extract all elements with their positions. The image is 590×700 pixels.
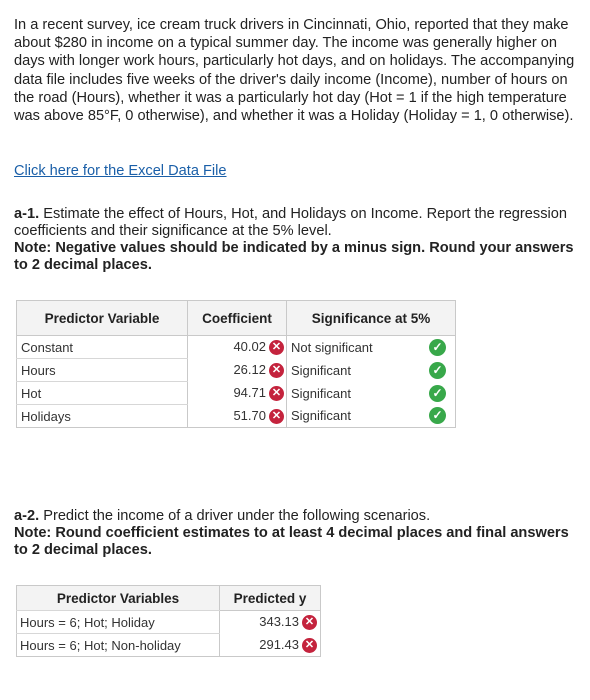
question-a2-note: Note: Round coefficient estimates to at least 4 decimal places and final answers to 2 decimal places. bbox=[14, 525, 569, 558]
check-cell bbox=[425, 359, 456, 382]
check-cell bbox=[425, 336, 456, 359]
x-circle-icon: ✕ bbox=[269, 386, 284, 401]
table-row bbox=[17, 359, 456, 382]
coefficient-value[interactable]: 40.02 bbox=[233, 339, 266, 355]
x-circle-icon: ✕ bbox=[269, 409, 284, 424]
x-circle-icon: ✕ bbox=[269, 363, 284, 378]
coefficient-cell[interactable] bbox=[188, 359, 287, 382]
significance-cell[interactable]: Significant bbox=[287, 405, 426, 428]
problem-intro: In a recent survey, ice cream truck drivers in Cincinnati, Ohio, reported that they make about $280 in income on a typical summer day. The income was generally higher on days with longer work hours, particularly hot days, and on holidays. The accompanying data file includes five weeks of the driver's daily income (Income), number of hours on the road (Hours), whether it was a particularly hot day (Hot = 1 if the high temperature was above 85°F, 0 otherwise), and whether it was a Holiday (Holiday = 1, 0 otherwise). bbox=[14, 17, 575, 125]
header-predictor-variables: Predictor Variables bbox=[17, 586, 220, 611]
predicted-value[interactable]: 343.13 bbox=[259, 614, 299, 630]
check-circle-icon: ✓ bbox=[429, 339, 446, 356]
significance-cell[interactable]: Not significant bbox=[287, 336, 426, 359]
question-a2 bbox=[14, 508, 574, 559]
question-a1 bbox=[14, 206, 574, 274]
question-a2-text: Predict the income of a driver under the following scenarios. bbox=[43, 508, 431, 524]
header-significance: Significance at 5% bbox=[287, 301, 456, 336]
question-a1-label: a-1. bbox=[14, 206, 40, 222]
check-cell bbox=[425, 405, 456, 428]
coefficient-value[interactable]: 26.12 bbox=[233, 361, 266, 377]
question-a2-label: a-2. bbox=[14, 508, 40, 524]
check-circle-icon: ✓ bbox=[429, 362, 446, 379]
header-predictor-variable: Predictor Variable bbox=[17, 301, 188, 336]
row-variable: Hot bbox=[17, 382, 188, 405]
x-circle-icon: ✕ bbox=[269, 340, 284, 355]
coefficient-value[interactable]: 94.71 bbox=[233, 384, 266, 400]
table-row bbox=[17, 634, 321, 657]
predicted-cell[interactable] bbox=[220, 634, 321, 657]
check-circle-icon: ✓ bbox=[429, 385, 446, 402]
x-circle-icon: ✕ bbox=[302, 615, 317, 630]
header-predicted-y: Predicted y bbox=[220, 586, 321, 611]
prediction-table bbox=[16, 585, 321, 657]
coefficient-cell[interactable] bbox=[188, 382, 287, 405]
significance-cell[interactable]: Significant bbox=[287, 359, 426, 382]
predicted-value[interactable]: 291.43 bbox=[259, 636, 299, 652]
header-coefficient: Coefficient bbox=[188, 301, 287, 336]
check-circle-icon: ✓ bbox=[429, 407, 446, 424]
check-cell bbox=[425, 382, 456, 405]
table-row bbox=[17, 336, 456, 359]
coefficient-cell[interactable] bbox=[188, 336, 287, 359]
question-a1-note: Note: Negative values should be indicated by a minus sign. Round your answers to 2 decimal places. bbox=[14, 240, 574, 273]
row-variable: Hours bbox=[17, 359, 188, 382]
scenario-cell: Hours = 6; Hot; Holiday bbox=[17, 611, 220, 634]
excel-data-link[interactable]: Click here for the Excel Data File bbox=[14, 163, 227, 179]
row-variable: Holidays bbox=[17, 405, 188, 428]
table-row bbox=[17, 405, 456, 428]
question-a1-text: Estimate the effect of Hours, Hot, and Holidays on Income. Report the regression coefficients and their significance at the 5% level. bbox=[14, 206, 567, 239]
x-circle-icon: ✕ bbox=[302, 638, 317, 653]
table-row bbox=[17, 611, 321, 634]
table-row bbox=[17, 382, 456, 405]
scenario-cell: Hours = 6; Hot; Non-holiday bbox=[17, 634, 220, 657]
coefficient-cell[interactable] bbox=[188, 405, 287, 428]
coefficient-value[interactable]: 51.70 bbox=[233, 407, 266, 423]
significance-cell[interactable]: Significant bbox=[287, 382, 426, 405]
regression-table bbox=[16, 300, 456, 428]
predicted-cell[interactable] bbox=[220, 611, 321, 634]
row-variable: Constant bbox=[17, 336, 188, 359]
